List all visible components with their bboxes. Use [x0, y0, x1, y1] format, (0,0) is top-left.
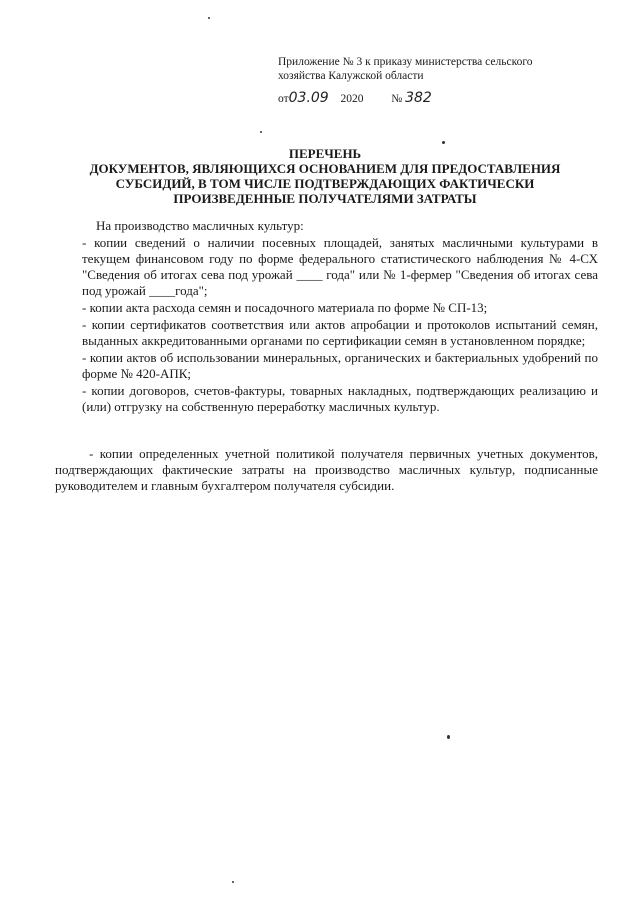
- scan-speck: [447, 735, 450, 739]
- order-year: 2020: [340, 93, 364, 105]
- list-item: - копии акта расхода семян и посадочного материала по форме № СП-13;: [82, 300, 488, 315]
- handwritten-date: 03.09: [288, 90, 329, 106]
- title-line-4: ПРОИЗВЕДЕННЫЕ ПОЛУЧАТЕЛЯМИ ЗАТРАТЫ: [173, 191, 477, 206]
- title-line-3: СУБСИДИЙ, В ТОМ ЧИСЛЕ ПОДТВЕРЖДАЮЩИХ ФАКТИЧЕСКИ: [115, 176, 535, 191]
- scan-speck: [442, 141, 445, 144]
- list-item: - копии договоров, счетов-фактуры, товарных накладных, подтверждающих реализацию и (или) отгрузку на собственную переработку масличных культур.: [82, 383, 598, 414]
- appendix-line-1: Приложение № 3 к приказу министерства сельского: [278, 56, 533, 68]
- list-item-last: - копии определенных учетной политикой получателя первичных учетных документов, подтверждающих фактические затраты на производство масличных культур, подписанные руководителем и главным бухгалтером получателя субсидии.: [55, 446, 598, 493]
- list-item: - копии сведений о наличии посевных площадей, занятых масличными культурами в текущем финансовом году по форме федерального статистического наблюдения № 4-СХ "Сведения об итогах сева под урожай ____ года" или № 1-фермер "Сведения об итогах сева под урожай ____года";: [82, 235, 598, 298]
- title-line-2: ДОКУМЕНТОВ, ЯВЛЯЮЩИХСЯ ОСНОВАНИЕМ ДЛЯ ПРЕДОСТАВЛЕНИЯ: [89, 161, 561, 176]
- title-line-1: ПЕРЕЧЕНЬ: [288, 146, 362, 161]
- date-prefix: от: [278, 93, 289, 105]
- list-item: - копии актов об использовании минеральных, органических и бактериальных удобрений по форме № 420-АПК;: [82, 350, 598, 381]
- number-prefix: №: [391, 93, 403, 105]
- intro-paragraph: На производство масличных культур:: [96, 218, 304, 233]
- list-item: - копии сертификатов соответствия или актов апробации и протоколов испытаний семян, выданных аккредитованными органами по сертификации семян в установленном порядке;: [82, 317, 598, 348]
- scan-speck: [260, 131, 262, 133]
- handwritten-number: 382: [405, 90, 432, 106]
- order-date-number: [278, 90, 598, 106]
- appendix-line-2: хозяйства Калужской области: [278, 70, 424, 82]
- document-body: [82, 218, 598, 416]
- scan-speck: [208, 17, 210, 19]
- scan-speck: [232, 881, 234, 883]
- appendix-header: [278, 55, 598, 83]
- document-title: [50, 146, 600, 206]
